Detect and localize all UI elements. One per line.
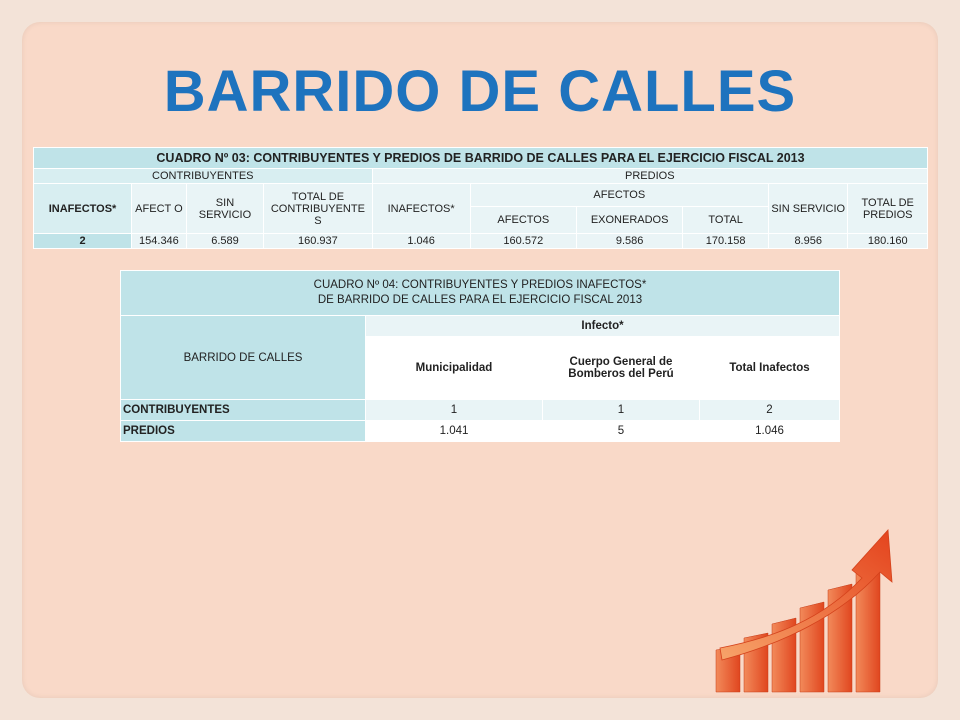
header-afectos-group: AFECTOS	[470, 184, 768, 207]
header-total: TOTAL	[683, 207, 769, 234]
col-municipalidad: Municipalidad	[366, 337, 543, 400]
group-predios: PREDIOS	[372, 169, 927, 184]
col-bomberos: Cuerpo General de Bomberos del Perú	[543, 337, 700, 400]
table-cell: 180.160	[848, 234, 928, 249]
header-inafectos-predios: INAFECTOS*	[372, 184, 470, 234]
header-total-predios: TOTAL DE PREDIOS	[848, 184, 928, 234]
table2-caption	[121, 271, 840, 316]
exempt-table	[120, 270, 840, 442]
table-row	[121, 421, 840, 442]
slide-title: BARRIDO DE CALLES	[163, 59, 797, 124]
table-cell: 1.041	[366, 421, 543, 442]
header-sin-servicio-predios: SIN SERVICIO	[768, 184, 847, 234]
group-infecto: Infecto*	[366, 316, 840, 337]
table-cell: 8.956	[768, 234, 847, 249]
table1-caption: CUADRO Nº 03: CONTRIBUYENTES Y PREDIOS DE BARRIDO DE CALLES PARA EL EJERCICIO FISCAL 2013	[34, 148, 928, 169]
contributors-properties-table	[33, 147, 928, 249]
table-cell: 160.572	[470, 234, 576, 249]
table-cell: 1	[366, 400, 543, 421]
row-header-barrido: BARRIDO DE CALLES	[121, 316, 366, 400]
table-cell: 5	[543, 421, 700, 442]
table-cell: 1	[543, 400, 700, 421]
growth-chart-icon	[712, 520, 917, 695]
table-cell: 154.346	[132, 234, 187, 249]
row-label: CONTRIBUYENTES	[121, 400, 366, 421]
table-row	[34, 234, 928, 249]
table-cell: 160.937	[264, 234, 372, 249]
table-cell: 1.046	[372, 234, 470, 249]
header-sin-servicio-contrib: SIN SERVICIO	[186, 184, 263, 234]
table-cell: 2	[700, 400, 840, 421]
table-cell: 9.586	[576, 234, 682, 249]
header-inafectos-contrib: INAFECTOS*	[34, 184, 132, 234]
header-total-contribuyentes: TOTAL DE CONTRIBUYENTE S	[264, 184, 372, 234]
table-row	[121, 400, 840, 421]
table-cell: 2	[34, 234, 132, 249]
group-contribuyentes: CONTRIBUYENTES	[34, 169, 373, 184]
header-afectos: AFECTOS	[470, 207, 576, 234]
col-total-inafectos: Total Inafectos	[700, 337, 840, 400]
table2-caption-line1: CUADRO Nº 04: CONTRIBUYENTES Y PREDIOS INAFECTOS*	[313, 279, 647, 291]
table-cell: 1.046	[700, 421, 840, 442]
header-exonerados: EXONERADOS	[576, 207, 682, 234]
table2-caption-line2: DE BARRIDO DE CALLES PARA EL EJERCICIO FISCAL 2013	[317, 294, 643, 306]
header-afecto: AFECT O	[132, 184, 187, 234]
table-cell: 170.158	[683, 234, 769, 249]
table-cell: 6.589	[186, 234, 263, 249]
row-label: PREDIOS	[121, 421, 366, 442]
